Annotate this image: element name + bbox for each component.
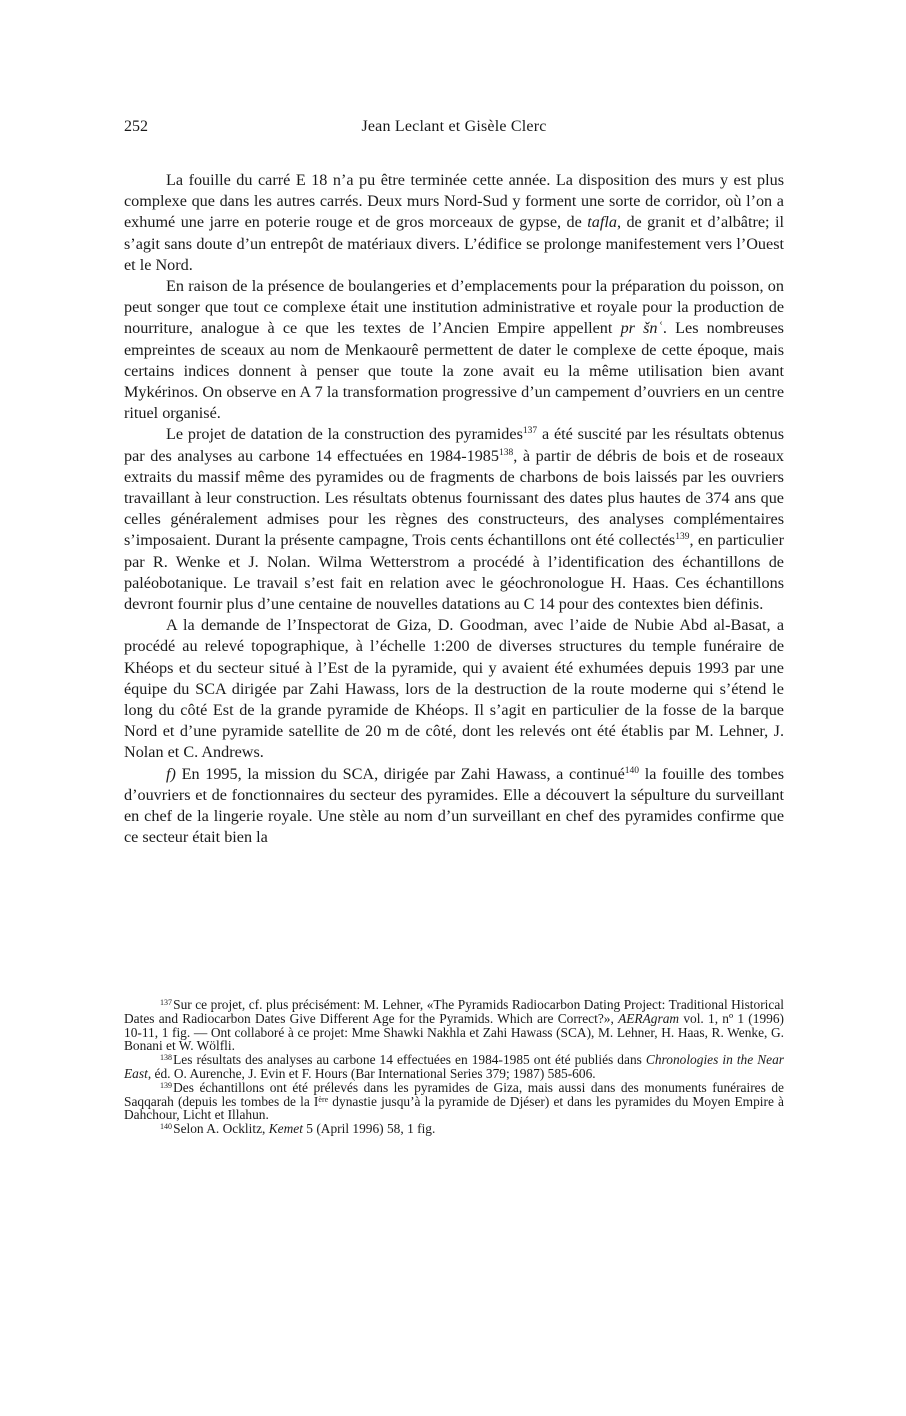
text-run: Des échantillons ont été prélevés dans les pyramides de Giza, mais aussi dans des monuments funéraires de Saqqarah (depuis les tombes de la I [124, 1079, 784, 1109]
page-number: 252 [124, 118, 148, 135]
text-run: Le projet de datation de la construction des pyramides [166, 425, 523, 444]
section-marker: f) [166, 764, 176, 783]
text-run: vol. 1, nº 1 (1996) 10-11, 1 fig. — Ont collaboré à ce projet: Mme Shawki Nakhla et Zahi Hawass (SCA), M. Lehner, H. Haas, R. Wenke, G. Bonani et W. Wölfli. [124, 1010, 785, 1054]
italic-term: Chronologies in the Near East [124, 1052, 784, 1081]
text-run: . Les nombreuses empreintes de sceaux au nom de Menkaourê permettent de dater le complexe de cette époque, mais certains indices donnent à penser que toute la zone avait eu la même utilisation bien avant Mykérinos. On observe en A 7 la transformation progressive d’un campement d’ouvriers en un centre rituel organisé. [124, 319, 784, 423]
footnote-ref[interactable]: 138 [499, 447, 514, 458]
text-run: Selon A. Ocklitz, [173, 1121, 269, 1137]
text-run: , éd. O. Aurenche, J. Evin et F. Hours (Bar International Series 379; 1987) 585-606. [147, 1065, 596, 1081]
footnote-number: 137 [160, 998, 172, 1007]
ordinal-suffix: ère [318, 1094, 329, 1104]
paragraph-4 [124, 615, 784, 763]
footnote-138 [124, 1053, 784, 1081]
text-run: , à partir de débris de bois et de roseaux extraits du massif même des pyramides ou de fragments de charbons de bois laissés par les ouvriers travaillant à leur construction. Les résultats obtenus fournissant des dates plus hautes de 374 ans que celles généralement admises pour les règnes des constructeurs, des analyses complémentaires s’imposaient. Durant la présente campagne, Trois cents échantillons ont été collectés [124, 446, 784, 550]
text-run: , de granit et d’albâtre; il s’agit sans doute d’un entrepôt de matériaux divers. L’édifice se prolonge manifestement vers l’Ouest et le Nord. [124, 213, 784, 274]
italic-term: Kemet [268, 1121, 303, 1137]
running-head: Jean Leclant et Gisèle Clerc [361, 118, 547, 135]
text-run: a été suscité par les résultats obtenus par des analyses au carbone 14 effectuées en 1984-1985 [124, 425, 784, 465]
footnote-140 [124, 1122, 784, 1136]
text-run: , en particulier par R. Wenke et J. Nolan. Wilma Wetterstrom a procédé à l’identification des échantillons de paléobotanique. Le travail s’est fait en relation avec le géochronologue H. Haas. Ces échantillons devront fournir plus d’une centaine de nouvelles datations au C 14 pour des contextes bien définis. [124, 531, 784, 614]
text-run: A la demande de l’Inspectorat de Giza, D. Goodman, avec l’aide de Nubie Abd al-Basat, a procédé au relevé topographique, à l’échelle 1:200 de diverses structures du temple funéraire de Khéops et du secteur situé à l’Est de la pyramide, qui y avaient été exhumées depuis 1993 par une équipe du SCA dirigée par Zahi Hawass, lors de la destruction de la route moderne qui s’étend le long du côté Est de la grande pyramide de Khéops. Il s’agit en particulier de la fosse de la barque Nord et d’une pyramide satellite de 20 m de côté, dont les relevés ont été établis par M. Lehner, J. Nolan et C. Andrews. [124, 616, 784, 762]
paragraph-1 [124, 170, 784, 276]
text-run: La fouille du carré E 18 n’a pu être terminée cette année. La disposition des murs y est plus complexe que dans les autres carrés. Deux murs Nord-Sud y forment une sorte de corridor, où l’on a exhumé une jarre en poterie rouge et de gros morceaux de gypse, de [124, 171, 784, 232]
text-run: Les résultats des analyses au carbone 14 effectuées en 1984-1985 ont été publiés dans [173, 1052, 646, 1068]
text-run: En 1995, la mission du SCA, dirigée par Zahi Hawass, a continué [175, 764, 625, 783]
page-header [124, 118, 784, 140]
footnote-ref[interactable]: 139 [675, 532, 690, 543]
italic-term: AERAgram [618, 1010, 680, 1026]
footnote-ref[interactable]: 140 [624, 765, 640, 776]
text-run: 5 (April 1996) 58, 1 fig. [302, 1121, 436, 1137]
footnote-ref[interactable]: 137 [522, 426, 538, 437]
text-run: dynastie jusqu’à la pyramide de Djéser) et dans les pyramides du Moyen Empire à Dahchour, Licht et Illahun. [124, 1093, 784, 1123]
paragraph-3 [124, 424, 784, 615]
paragraph-5 [124, 764, 784, 849]
footnote-number: 138 [160, 1053, 172, 1063]
text-run: la fouille des tombes d’ouvriers et de fonctionnaires du secteur des pyramides. Elle a découvert la sépulture du surveillant en chef de la lingerie royale. Une stèle au nom d’un surveillant en chef des pyramides confirme que ce secteur était bien la [124, 764, 785, 847]
italic-term: pr šnʿ [620, 319, 663, 338]
footnotes [124, 998, 784, 1136]
italic-term: tafla [587, 213, 617, 232]
footnote-137 [124, 998, 784, 1053]
footnote-139 [124, 1081, 784, 1122]
text-run: Sur ce projet, cf. plus précisément: M. Lehner, «The Pyramids Radiocarbon Dating Project: Traditional Historical Dates and Radiocarbon Dates Give Different Age for the Pyramids. Which are Correct?», [124, 997, 784, 1026]
footnote-number: 140 [160, 1122, 172, 1132]
text-run: En raison de la présence de boulangeries et d’emplacements pour la préparation du poisson, on peut songer que tout ce complexe était une institution administrative et royale pour la production de nourriture, analogue à ce que les textes de l’Ancien Empire appellent [124, 277, 784, 338]
main-text [124, 170, 784, 849]
paragraph-2 [124, 276, 784, 424]
footnote-number: 139 [160, 1080, 172, 1090]
